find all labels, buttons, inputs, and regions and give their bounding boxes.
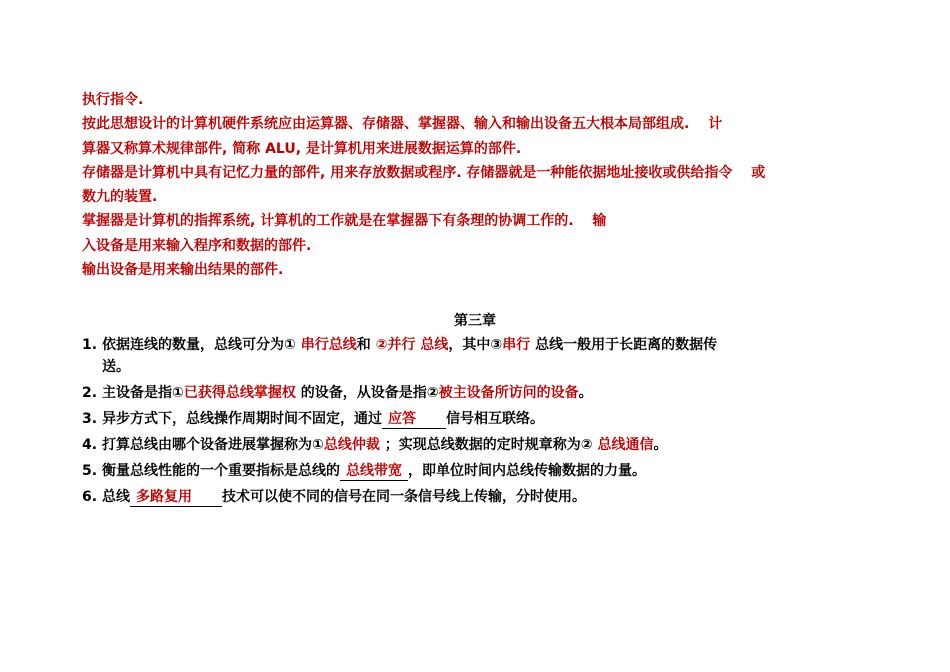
red-line: 入设备是用来输入程序和数据的部件. — [82, 237, 312, 254]
question-list — [82, 334, 882, 512]
answer-blank: 总线带宽 — [340, 462, 408, 481]
question-text: 的设备，从设备是指② — [295, 385, 439, 401]
question-item — [82, 460, 882, 482]
question-content — [102, 334, 882, 378]
question-text: 异步方式下，总线操作周期时间不固定，通过 — [102, 411, 382, 427]
question-text: ，即单位时间内总线传输数据的力量。 — [408, 463, 646, 479]
answer-text: 串行 — [502, 337, 531, 353]
question-text: ；实现总线数据的定时规章称为② — [379, 437, 598, 453]
answer-text: 串行总线 — [300, 337, 357, 353]
red-line: 执行指令. — [82, 92, 144, 108]
answer-text: 已获得总线掌握权 — [183, 385, 296, 401]
chapter-title: 第三章 — [454, 313, 496, 329]
question-text: 送。 — [102, 359, 130, 375]
question-text: 打算总线由哪个设备进展掌握称为① — [102, 437, 324, 453]
red-line: 存储器是计算机中具有记忆力量的部件, 用来存放数据或程序. 存储器就是一种能依据地址接收或供给指令 或 — [82, 164, 766, 181]
question-content — [102, 434, 882, 456]
question-content — [102, 382, 882, 404]
question-item — [82, 408, 882, 430]
question-content — [102, 460, 882, 482]
question-item — [82, 486, 882, 508]
answer-text: 总线通信 — [597, 437, 654, 453]
red-line: 掌握器是计算机的指挥系统, 计算机的工作就是在掌握器下有条理的协调工作的. 输 — [82, 213, 607, 230]
question-number: 6. — [82, 489, 98, 505]
question-number: 4. — [82, 437, 98, 453]
question-number: 2. — [82, 385, 98, 401]
red-line: 数九的装置. — [82, 189, 158, 206]
question-text: 总线一般用于长距离的数据传 — [530, 337, 718, 353]
red-text-block — [82, 88, 872, 282]
question-number: 5. — [82, 463, 98, 479]
answer-text: 总线仲裁 — [323, 437, 380, 453]
red-line: 按此思想设计的计算机硬件系统应由运算器、存储器、掌握器、输入和输出设备五大根本局部组成. 计 — [82, 116, 723, 133]
question-item — [82, 382, 882, 404]
answer-blank: 多路复用 — [130, 488, 222, 507]
question-text: 主设备是指① — [102, 385, 184, 401]
red-line: 输出设备是用来输出结果的部件. — [82, 262, 284, 279]
question-number: 1. — [82, 337, 98, 353]
question-text: ，其中③ — [448, 337, 503, 353]
question-item — [82, 334, 882, 378]
answer-blank: 应答 — [382, 410, 446, 429]
question-text: 技术可以使不同的信号在同一条信号线上传输，分时使用。 — [222, 489, 586, 505]
question-item — [82, 434, 882, 456]
question-text: 衡量总线性能的一个重要指标是总线的 — [102, 463, 340, 479]
question-content — [102, 486, 882, 508]
answer-text: 被主设备所访问的设备 — [438, 385, 579, 401]
question-text: 。 — [578, 385, 593, 401]
red-line: 算器又称算术规律部件, 简称 ALU, 是计算机用来进展数据运算的部件. — [82, 140, 522, 157]
question-text: 和 — [356, 337, 376, 353]
question-text: 依据连线的数量，总线可分为① — [102, 337, 301, 353]
question-content — [102, 408, 882, 430]
question-text: 总线 — [102, 489, 130, 505]
question-number: 3. — [82, 411, 98, 427]
question-text: 信号相互联络。 — [446, 411, 544, 427]
answer-text: ②并行 总线 — [375, 337, 449, 353]
question-text: 。 — [653, 437, 668, 453]
